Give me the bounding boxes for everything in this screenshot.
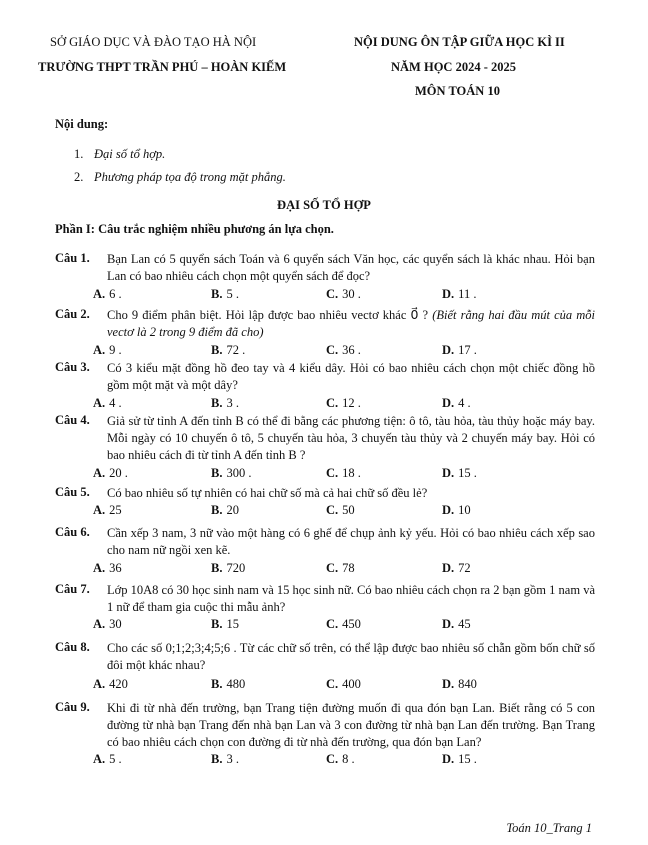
question-label: Câu 5. xyxy=(55,485,90,499)
option-letter: C. xyxy=(326,752,339,766)
option-letter: B. xyxy=(211,503,223,517)
option-letter: B. xyxy=(211,561,223,575)
option-letter: D. xyxy=(442,396,455,410)
option-value: 5 . xyxy=(226,287,239,301)
option-value: 25 xyxy=(109,503,122,517)
toc-text: Đại số tổ hợp. xyxy=(94,147,166,161)
question-label: Câu 3. xyxy=(55,360,90,374)
option-letter: D. xyxy=(442,466,455,480)
option-letter: B. xyxy=(211,343,223,357)
page-footer: Toán 10_Trang 1 xyxy=(506,821,592,835)
option-letter: D. xyxy=(442,617,455,631)
option-letter: D. xyxy=(442,287,455,301)
option-letter: B. xyxy=(211,677,223,691)
option-value: 30 xyxy=(109,617,122,631)
toc-number: 2. xyxy=(74,170,84,184)
option-value: 4 . xyxy=(109,396,122,410)
option-letter: C. xyxy=(326,343,339,357)
content-label: Nội dung: xyxy=(55,117,109,131)
option-letter: C. xyxy=(326,503,339,517)
question-text: Có 3 kiểu mặt đồng hồ đeo tay và 4 kiểu dây. Hỏi có bao nhiêu cách chọn một chiếc đồng hồ gồm một mặt và một dây? xyxy=(107,361,595,392)
question-label: Câu 9. xyxy=(55,700,90,714)
option-letter: A. xyxy=(93,287,106,301)
answer-options xyxy=(93,466,593,483)
option-letter: B. xyxy=(211,396,223,410)
option-value: 450 xyxy=(342,617,361,631)
option-value: 50 xyxy=(342,503,355,517)
question-text: Khi đi từ nhà đến trường, bạn Trang tiện đường muốn đi qua đón bạn Lan. Biết rằng có 5 con đường từ nhà bạn Trang đến nhà bạn Lan và 3 con đường từ nhà bạn Lan đến trường. Bạn Trang có bao nhiêu cách chọn con đường đi từ nhà đến trường, qua đón bạn Lan? xyxy=(107,701,595,749)
option-value: 10 xyxy=(458,503,471,517)
option-letter: A. xyxy=(93,752,106,766)
question-text-main: Cho 9 điểm phân biệt. Hỏi lập được bao nhiêu vectơ khác 0⃗ ? xyxy=(107,308,429,322)
option-value: 72 xyxy=(458,561,471,575)
question-text: Giả sử từ tỉnh A đến tỉnh B có thể đi bằng các phương tiện: ô tô, tàu hỏa, tàu thủy hoặc máy bay. Mỗi ngày có 10 chuyến ô tô, 5 chuyến tàu hỏa, 3 chuyến tàu thủy và 2 chuyến máy bay. Hỏi có bao nhiêu cách đi từ tỉnh A đến tỉnh B ? xyxy=(107,414,595,462)
answer-options xyxy=(93,677,593,694)
option-letter: A. xyxy=(93,343,106,357)
option-value: 78 xyxy=(342,561,355,575)
question-label: Câu 6. xyxy=(55,525,90,539)
option-letter: C. xyxy=(326,561,339,575)
toc-item xyxy=(74,147,165,162)
answer-options xyxy=(93,287,593,304)
question-label: Câu 2. xyxy=(55,307,90,321)
option-value: 15 . xyxy=(458,752,477,766)
option-letter: C. xyxy=(326,396,339,410)
question-label: Câu 1. xyxy=(55,251,90,265)
option-value: 4 . xyxy=(458,396,471,410)
option-value: 30 . xyxy=(342,287,361,301)
question-text-note: (Biết rằng hai đầu mút của mỗi vectơ là 2 trong 9 điểm đã cho) xyxy=(107,308,595,339)
question-text: Bạn Lan có 5 quyển sách Toán và 6 quyển sách Văn học, các quyển sách là khác nhau. Hỏi bạn Lan có bao nhiêu cách chọn một quyển sách để đọc? xyxy=(107,252,595,283)
option-letter: D. xyxy=(442,561,455,575)
option-value: 720 xyxy=(226,561,246,575)
option-value: 3 . xyxy=(226,396,239,410)
answer-options xyxy=(93,503,593,520)
option-letter: C. xyxy=(326,677,339,691)
option-letter: D. xyxy=(442,503,455,517)
option-value: 36 xyxy=(109,561,122,575)
option-letter: B. xyxy=(211,466,223,480)
option-letter: C. xyxy=(326,617,339,631)
option-value: 20 xyxy=(226,503,239,517)
part-title: Phần I: Câu trắc nghiệm nhiều phương án lựa chọn. xyxy=(55,222,334,236)
option-letter: A. xyxy=(93,466,106,480)
toc-text: Phương pháp tọa độ trong mặt phẳng. xyxy=(94,170,286,184)
option-letter: D. xyxy=(442,677,455,691)
option-value: 420 xyxy=(109,677,128,691)
option-value: 3 . xyxy=(226,752,239,766)
option-value: 20 . xyxy=(109,466,128,480)
option-letter: A. xyxy=(93,396,106,410)
document-title: NỘI DUNG ÔN TẬP GIỮA HỌC KÌ II xyxy=(354,35,565,49)
option-value: 300 . xyxy=(226,466,252,480)
school-year: NĂM HỌC 2024 - 2025 xyxy=(391,60,516,74)
option-value: 72 . xyxy=(226,343,246,357)
option-letter: A. xyxy=(93,617,106,631)
option-letter: C. xyxy=(326,466,339,480)
question-text: Cần xếp 3 nam, 3 nữ vào một hàng có 6 ghế để chụp ảnh kỷ yếu. Hỏi có bao nhiêu cách xếp sao cho nam nữ ngồi xen kẽ. xyxy=(107,526,595,557)
option-value: 8 . xyxy=(342,752,355,766)
option-value: 45 xyxy=(458,617,471,631)
option-value: 17 . xyxy=(458,343,477,357)
option-value: 12 . xyxy=(342,396,361,410)
answer-options xyxy=(93,343,593,360)
option-value: 400 xyxy=(342,677,361,691)
question-label: Câu 7. xyxy=(55,582,90,596)
option-letter: D. xyxy=(442,752,455,766)
option-value: 15 xyxy=(226,617,239,631)
option-letter: D. xyxy=(442,343,455,357)
toc-number: 1. xyxy=(74,147,84,161)
option-letter: C. xyxy=(326,287,339,301)
question-text: Có bao nhiêu số tự nhiên có hai chữ số mà cả hai chữ số đều lẻ? xyxy=(107,486,428,500)
option-value: 36 . xyxy=(342,343,361,357)
toc-item xyxy=(74,170,286,185)
answer-options xyxy=(93,396,593,413)
option-letter: A. xyxy=(93,503,106,517)
option-letter: B. xyxy=(211,287,223,301)
answer-options xyxy=(93,617,593,634)
option-value: 9 . xyxy=(109,343,122,357)
option-value: 840 xyxy=(458,677,477,691)
option-letter: A. xyxy=(93,677,106,691)
question-text xyxy=(107,307,595,341)
option-value: 15 . xyxy=(458,466,477,480)
option-letter: A. xyxy=(93,561,106,575)
question-label: Câu 4. xyxy=(55,413,90,427)
subject-name: MÔN TOÁN 10 xyxy=(415,84,500,98)
answer-options xyxy=(93,752,593,769)
option-letter: B. xyxy=(211,617,223,631)
option-value: 6 . xyxy=(109,287,122,301)
question-text: Cho các số 0;1;2;3;4;5;6 . Từ các chữ số trên, có thể lập được bao nhiêu số chẵn gồm bốn chữ số đôi một khác nhau? xyxy=(107,641,595,672)
department-name: SỞ GIÁO DỤC VÀ ĐÀO TẠO HÀ NỘI xyxy=(50,35,257,49)
school-name: TRƯỜNG THPT TRẦN PHÚ – HOÀN KIẾM xyxy=(38,60,287,74)
option-value: 5 . xyxy=(109,752,122,766)
question-text: Lớp 10A8 có 30 học sinh nam và 15 học sinh nữ. Có bao nhiêu cách chọn ra 2 bạn gồm 1 nam và 1 nữ để tham gia cuộc thi mẫu ảnh? xyxy=(107,583,595,614)
answer-options xyxy=(93,561,593,578)
option-value: 480 xyxy=(226,677,246,691)
section-title: ĐẠI SỐ TỔ HỢP xyxy=(277,198,371,212)
option-letter: B. xyxy=(211,752,223,766)
option-value: 11 . xyxy=(458,287,477,301)
question-label: Câu 8. xyxy=(55,640,90,654)
option-value: 18 . xyxy=(342,466,361,480)
